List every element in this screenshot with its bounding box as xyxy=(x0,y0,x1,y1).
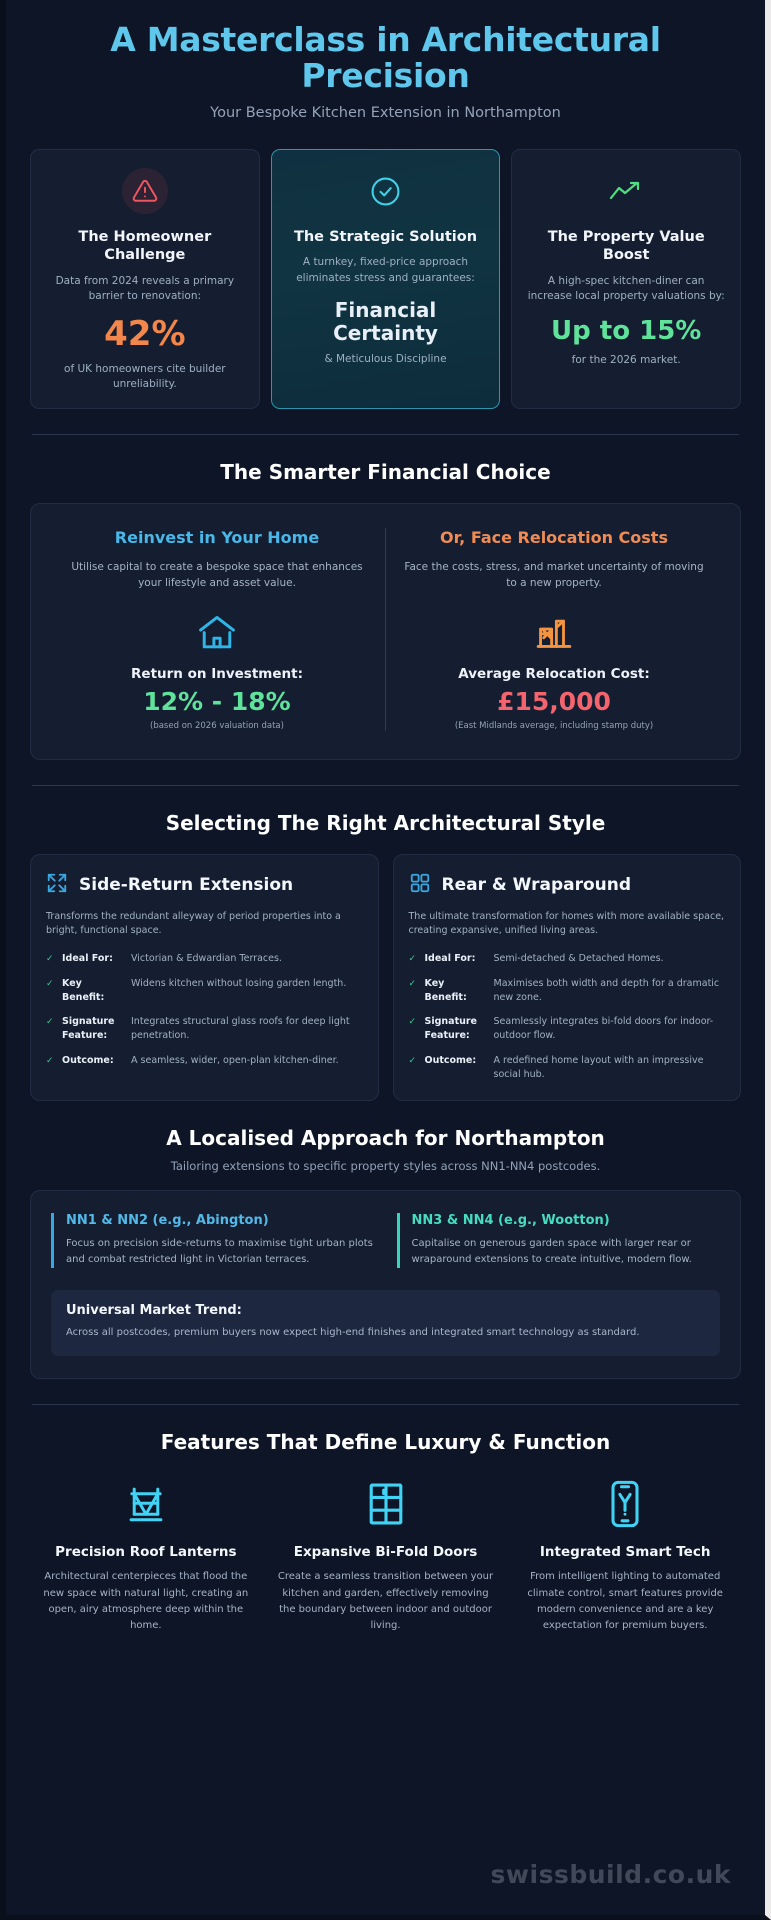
bifold-doors-icon xyxy=(276,1478,496,1530)
card-footnote: for the 2026 market. xyxy=(571,354,681,367)
spec-value: Seamlessly integrates bi-fold doors for indoor-outdoor flow. xyxy=(493,1016,714,1042)
warning-triangle-icon xyxy=(122,168,168,214)
style-card-side-return xyxy=(30,854,379,1101)
financial-panel xyxy=(30,503,741,760)
card-title: The Homeowner Challenge xyxy=(78,229,212,264)
trend-title: Universal Market Trend: xyxy=(66,1303,242,1319)
card-title: The Strategic Solution xyxy=(293,229,478,246)
relocation-label: Average Relocation Cost: xyxy=(458,665,650,682)
trend-description: Across all postcodes, premium buyers now expect high-end finishes and integrated smart technology as standard. xyxy=(66,1327,640,1339)
spec-key: Ideal For: xyxy=(424,953,476,965)
spec-row xyxy=(409,1015,726,1044)
check-icon: ✓ xyxy=(408,1017,417,1028)
moving-truck-icon xyxy=(402,614,706,652)
column-description: Face the costs, stress, and market uncertainty of moving to a new property. xyxy=(404,561,704,590)
localised-panel xyxy=(30,1190,741,1379)
grid-squares-icon xyxy=(409,872,431,898)
check-icon: ✓ xyxy=(46,1055,54,1066)
section-divider-2 xyxy=(32,785,739,786)
hero-header xyxy=(30,0,741,127)
spec-key: Outcome: xyxy=(62,1054,114,1066)
postcode-column-nn3-nn4 xyxy=(397,1213,721,1268)
watermark: swissbuild.co.uk xyxy=(490,1860,731,1889)
spec-value: Victorian & Edwardian Terraces. xyxy=(131,953,282,965)
section-title-features: Features That Define Luxury & Function xyxy=(160,1430,611,1455)
spec-row xyxy=(409,952,726,967)
card-stat: Up to 15% xyxy=(551,316,702,346)
page-subtitle: Your Bespoke Kitchen Extension in Northampton xyxy=(210,105,561,122)
feature-title: Expansive Bi-Fold Doors xyxy=(293,1544,478,1561)
style-card-title: Rear & Wraparound xyxy=(441,874,632,895)
trend-up-icon xyxy=(603,168,649,214)
style-card-description: The ultimate transformation for homes with more available space, creating expansive, unified living areas. xyxy=(408,910,725,937)
style-cards-row xyxy=(30,854,741,1101)
spec-row xyxy=(46,1054,363,1069)
financial-relocation-column xyxy=(386,528,722,731)
section-sub-localised: Tailoring extensions to specific property styles across NN1-NN4 postcodes. xyxy=(170,1159,601,1174)
card-footnote: of UK homeowners cite builder unreliability. xyxy=(64,362,226,390)
section-title-localised: A Localised Approach for Northampton xyxy=(166,1126,605,1151)
spec-value: Maximises both width and depth for a dramatic new zone. xyxy=(493,977,720,1003)
section-title-financial: The Smarter Financial Choice xyxy=(220,460,551,485)
check-icon: ✓ xyxy=(46,954,54,965)
features-row xyxy=(30,1478,741,1634)
feature-title: Precision Roof Lanterns xyxy=(55,1544,237,1561)
section-title-styles: Selecting The Right Architectural Style xyxy=(165,810,606,835)
card-stat: 42% xyxy=(104,314,186,354)
spec-key: Ideal For: xyxy=(62,953,113,965)
feature-description: Create a seamless transition between your kitchen and garden, effectively removing the boundary between indoor and outdoor living. xyxy=(277,1571,494,1632)
postcode-title: NN3 & NN4 (e.g., Wootton) xyxy=(411,1213,610,1229)
spec-value: Integrates structural glass roofs for deep light penetration. xyxy=(131,1016,350,1042)
postcode-description: Capitalise on generous garden space with larger rear or wraparound extensions to create intuitive, modern flow. xyxy=(411,1238,692,1266)
section-divider-1 xyxy=(32,434,739,435)
smart-phone-icon xyxy=(515,1478,735,1530)
section-divider-3 xyxy=(32,1404,739,1405)
spec-row xyxy=(46,952,363,967)
page-title: A Masterclass in Architectural Precision xyxy=(110,20,661,95)
spec-row xyxy=(46,1015,363,1044)
card-homeowner-challenge xyxy=(30,149,260,409)
spec-row xyxy=(409,977,726,1006)
roof-lantern-icon xyxy=(36,1478,256,1530)
spec-key: Key Benefit: xyxy=(424,977,467,1003)
roi-note: (based on 2026 valuation data) xyxy=(150,720,284,731)
check-circle-icon xyxy=(363,168,409,214)
feature-title: Integrated Smart Tech xyxy=(539,1544,711,1561)
spec-value: A redefined home layout with an impressive social hub. xyxy=(493,1054,704,1080)
feature-smart-tech xyxy=(509,1478,741,1634)
top-cards-row xyxy=(30,149,741,409)
style-card-rear-wraparound xyxy=(393,854,742,1101)
spec-value: Widens kitchen without losing garden length. xyxy=(131,977,347,989)
spec-value: Semi-detached & Detached Homes. xyxy=(493,953,664,965)
expand-arrows-icon xyxy=(46,872,68,898)
roi-label: Return on Investment: xyxy=(131,665,303,682)
feature-description: From intelligent lighting to automated climate control, smart features provide modern convenience and are a key expectation for premium buyers. xyxy=(527,1571,723,1632)
card-title: The Property Value Boost xyxy=(547,229,705,264)
style-card-description: Transforms the redundant alleyway of period properties into a bright, functional space. xyxy=(46,910,341,937)
spec-key: Key Benefit: xyxy=(62,977,105,1003)
feature-description: Architectural centerpieces that flood the new space with natural light, creating an open, airy atmosphere deep within the home. xyxy=(43,1571,249,1632)
spec-key: Outcome: xyxy=(424,1054,477,1066)
card-description: A high-spec kitchen-diner can increase local property valuations by: xyxy=(527,274,725,303)
style-card-title: Side-Return Extension xyxy=(79,874,294,895)
spec-row xyxy=(409,1054,726,1083)
universal-market-trend-box xyxy=(51,1290,720,1356)
postcode-column-nn1-nn2 xyxy=(51,1213,375,1268)
spec-row xyxy=(46,977,363,1006)
style-card-spec-list xyxy=(409,952,726,1082)
column-title: Reinvest in Your Home xyxy=(114,528,320,548)
feature-bifold-doors xyxy=(270,1478,502,1634)
card-property-value-boost xyxy=(511,149,741,409)
spec-key: Signature Feature: xyxy=(62,1016,115,1042)
roi-value: 12% - 18% xyxy=(143,686,291,716)
card-stat: Financial Certainty xyxy=(333,297,438,345)
column-description: Utilise capital to create a bespoke space that enhances your lifestyle and asset value. xyxy=(71,561,363,590)
column-title: Or, Face Relocation Costs xyxy=(440,528,668,548)
check-icon: ✓ xyxy=(46,978,54,989)
home-icon xyxy=(65,614,369,652)
card-strategic-solution xyxy=(271,149,501,409)
relocation-value: £15,000 xyxy=(497,686,611,716)
card-description: A turnkey, fixed-price approach eliminates stress and guarantees: xyxy=(296,256,475,285)
card-description: Data from 2024 reveals a primary barrier to renovation: xyxy=(55,274,235,303)
relocation-note: (East Midlands average, including stamp duty) xyxy=(454,720,654,731)
postcode-description: Focus on precision side-returns to maximise tight urban plots and combat restricted light in Victorian terraces. xyxy=(66,1238,373,1266)
postcode-title: NN1 & NN2 (e.g., Abington) xyxy=(66,1213,269,1229)
card-footnote: & Meticulous Discipline xyxy=(324,352,447,365)
check-icon: ✓ xyxy=(408,978,417,989)
check-icon: ✓ xyxy=(46,1017,54,1028)
spec-key: Signature Feature: xyxy=(424,1016,478,1042)
feature-roof-lanterns xyxy=(30,1478,262,1634)
financial-reinvest-column xyxy=(49,528,386,731)
style-card-spec-list xyxy=(46,952,363,1068)
check-icon: ✓ xyxy=(408,1055,417,1066)
check-icon: ✓ xyxy=(408,954,417,965)
spec-value: A seamless, wider, open-plan kitchen-diner. xyxy=(131,1054,339,1066)
